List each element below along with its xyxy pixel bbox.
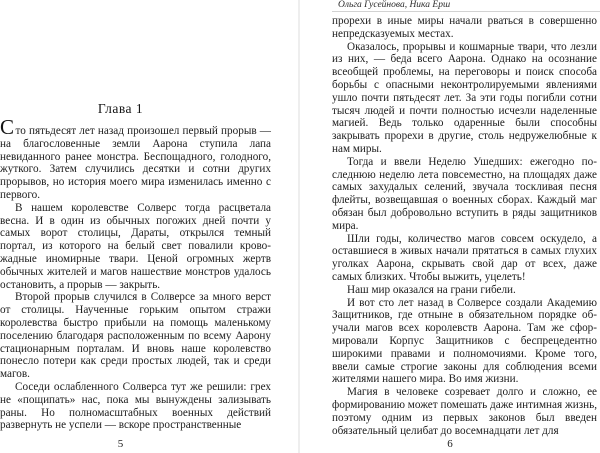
right-page-text — [332, 15, 597, 437]
drop-cap: С — [0, 115, 15, 139]
running-header: Ольга Гусейнова, Ника Ёрш — [338, 0, 451, 10]
paragraph: Магия в человеке созревает долго и сложно, ее формированию может помешать даже интимная жизнь, поэтому одним из первых законов был введен обязательный целибат до восемнадцати лет для — [332, 386, 597, 437]
paragraph: прорехи в иные миры начали рваться в совершенно непредсказуемых местах. — [332, 15, 597, 40]
page-divider — [298, 0, 300, 453]
page-right — [332, 0, 600, 453]
left-page-text — [0, 115, 271, 432]
paragraph: Оказалось, прорывы и кошмарные твари, что лезли из них, — беда всего Аарона. Однако на осознание всеобщей проблемы, на переговоры и поиск способа борьбы с опасными неконтролируемыми явлениями ушло почти пятьдесят лет. За эти годы погибли сотни тысяч людей и почти полностью исчезли наделенные магией. Ведь только одаренные были способны закрывать прорехи в другие, столь недружелюбные к нам миры. — [332, 40, 597, 155]
page-number-right: 6 — [447, 438, 453, 450]
paragraph: Наш мир оказался на грани гибели. — [347, 283, 516, 296]
paragraph: Шли годы, количество магов совсем оскудело, а оставшиеся в живых начали прятаться в самых глухих уголках Аарона, скрывать свой дар от всех, даже самых близких. Чтобы выжить, уцелеть! — [332, 232, 597, 283]
paragraph — [0, 115, 271, 202]
paragraph: Соседи ослабленного Солверса тут же решили: грех не «пощипать» нас, пока мы вынуждены зализывать раны. Но полномасштабных военных действий развернуть не успели — вскоре пространственные — [0, 380, 271, 432]
chapter-title: Глава 1 — [97, 101, 144, 116]
paragraph: И вот сто лет назад в Солверсе создали Академию Защитников, где отныне в обязательном порядке обучали магов всех королевств Аарона. Там же сформировали Корпус Защитников с беспрецедентно широкими правами и полномочиями. Кроме того, ввели самые строгие законы для соблюдения всеми жителями нашего мира. Во имя жизни. — [332, 296, 597, 386]
paragraph: В нашем королевстве Солверс тогда расцветала весна. И в один из обычных погожих дней почти у самых ворот столицы, Дараты, открылся темный портал, из которого на белый свет повалили кровожадные иномирные твари. Ценой огромных жертв обычных жителей и магов нашествие монстров удалось остановить, а прорыв — закрыть. — [0, 201, 271, 291]
page-left — [0, 0, 271, 453]
page-number-left: 5 — [117, 438, 124, 450]
paragraph: Тогда и ввели Неделю Ушедших: ежегодно последнюю неделю лета повсеместно, на площадях даже самых захудалых селений, звучала тоскливая песня флейты, возвещавшая о военных сборах. Каждый маг обязан был добровольно вступить в ряды защитников мира. — [332, 155, 597, 232]
paragraph-text: то пятьдесят лет назад произошел первый прорыв — на благословенные земли Аарона ступила лапа невиданного ранее монстра. Беспощадного, голодного, жуткого. Затем случились десятки и сотни других прорывов, но история моего мира изменилась именно с первого. — [0, 125, 271, 201]
running-header-rule — [332, 11, 600, 12]
paragraph: Второй прорыв случился в Солверсе за много верст от столицы. Наученные горьким опытом стражи королевства быстро прибыли на помощь маленькому поселению благодаря расположенным по всему Аарону стационарным порталам. И вновь наше королевство понесло потери как среди простых людей, так и среди магов. — [0, 291, 271, 381]
